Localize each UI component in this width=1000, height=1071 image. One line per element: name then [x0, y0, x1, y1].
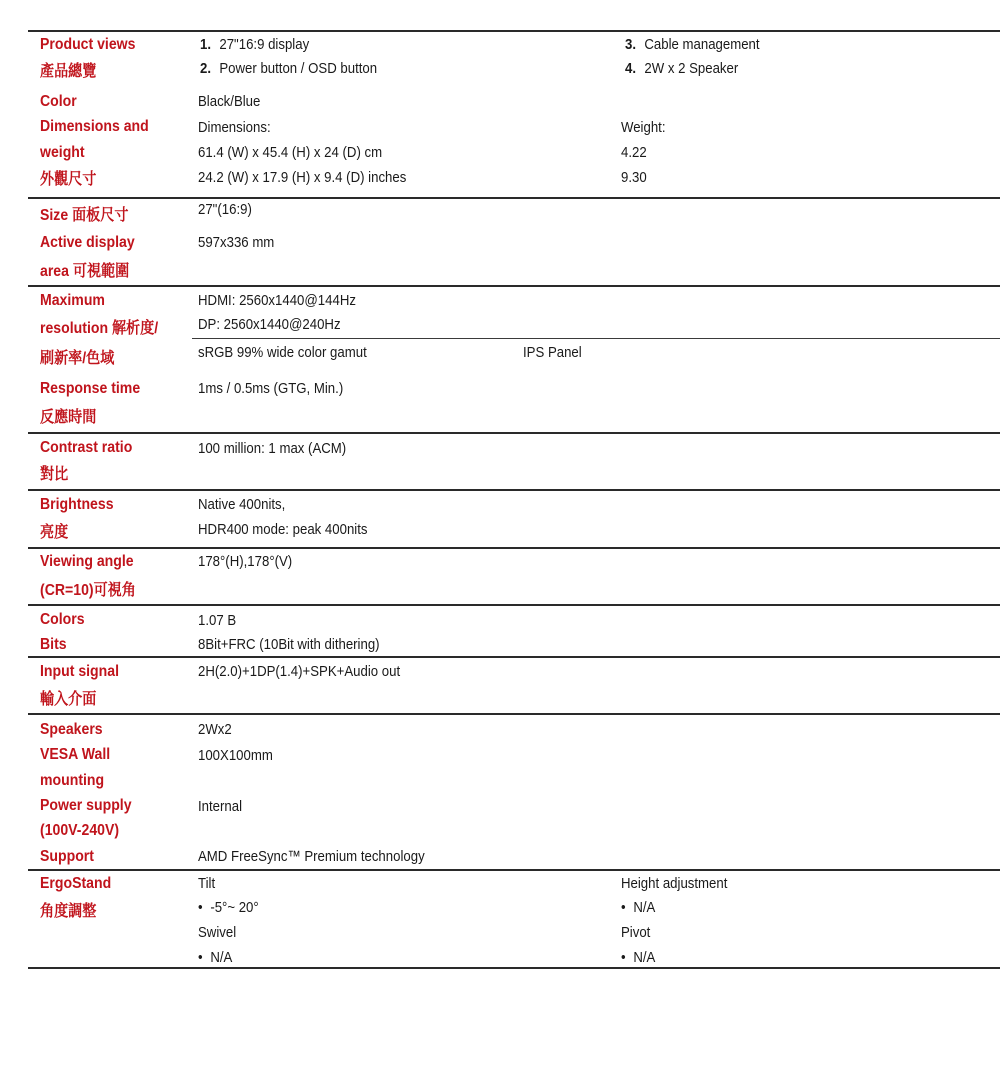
vesa-value: 100X100mm	[198, 747, 273, 764]
size-label: Size 面板尺寸	[40, 207, 129, 224]
product-view-item-1: 1. 27"16:9 display	[200, 36, 310, 53]
color-value: Black/Blue	[198, 93, 261, 110]
rule-after-viewing	[28, 604, 1000, 606]
dimensions-cm: 61.4 (W) x 45.4 (H) x 24 (D) cm	[198, 144, 383, 161]
active-display-label-1: Active display	[40, 234, 135, 251]
rule-bottom	[28, 967, 1000, 969]
ergostand-label: ErgoStand	[40, 875, 112, 892]
contrast-label-zh: 對比	[40, 466, 69, 483]
power-supply-label-2: (100V-240V)	[40, 822, 120, 839]
power-supply-label-1: Power supply	[40, 797, 132, 814]
rule-after-support	[28, 869, 1000, 871]
power-supply-value: Internal	[198, 798, 243, 815]
resolution-label-2: resolution 解析度/	[40, 320, 159, 337]
active-display-value: 597x336 mm	[198, 234, 275, 251]
support-label: Support	[40, 848, 94, 865]
swivel-label: Swivel	[198, 924, 237, 941]
pivot-label: Pivot	[621, 924, 651, 941]
speakers-value: 2Wx2	[198, 721, 232, 738]
speakers-label: Speakers	[40, 721, 103, 738]
product-view-item-4: 4. 2W x 2 Speaker	[625, 60, 739, 77]
color-gamut: sRGB 99% wide color gamut	[198, 344, 367, 361]
weight-lb: 9.30	[621, 169, 647, 186]
input-signal-label-zh: 輸入介面	[40, 691, 97, 708]
dimensions-inches: 24.2 (W) x 17.9 (H) x 9.4 (D) inches	[198, 169, 407, 186]
contrast-label: Contrast ratio	[40, 439, 133, 456]
contrast-value: 100 million: 1 max (ACM)	[198, 440, 347, 457]
brightness-hdr: HDR400 mode: peak 400nits	[198, 521, 368, 538]
product-views-label: Product views	[40, 36, 136, 53]
brightness-label: Brightness	[40, 496, 114, 513]
panel-type: IPS Panel	[523, 344, 582, 361]
swivel-value: • N/A	[198, 948, 232, 968]
height-adjustment-label: Height adjustment	[621, 875, 728, 892]
dimensions-header: Dimensions:	[198, 119, 271, 136]
bits-label: Bits	[40, 636, 67, 653]
rule-after-input	[28, 713, 1000, 715]
weight-header: Weight:	[621, 119, 666, 136]
rule-after-response	[28, 432, 1000, 434]
weight-kg: 4.22	[621, 144, 647, 161]
resolution-label-1: Maximum	[40, 292, 105, 309]
viewing-angle-label: Viewing angle	[40, 553, 134, 570]
rule-after-active-area	[28, 285, 1000, 287]
resolution-hdmi: HDMI: 2560x1440@144Hz	[198, 292, 356, 309]
product-view-item-2: 2. Power button / OSD button	[200, 60, 378, 77]
input-signal-label: Input signal	[40, 663, 120, 680]
vesa-label-2: mounting	[40, 772, 105, 789]
rule-after-brightness	[28, 547, 1000, 549]
rule-after-dimensions	[28, 197, 1000, 199]
size-value: 27"(16:9)	[198, 201, 252, 218]
input-signal-value: 2H(2.0)+1DP(1.4)+SPK+Audio out	[198, 663, 401, 680]
bits-value: 8Bit+FRC (10Bit with dithering)	[198, 636, 380, 653]
dimensions-label-1: Dimensions and	[40, 118, 149, 135]
dimensions-label-zh: 外觀尺寸	[40, 171, 97, 188]
brightness-label-zh: 亮度	[40, 524, 69, 541]
resolution-label-3: 刷新率/色域	[40, 350, 115, 367]
tilt-value: • -5°~ 20°	[198, 898, 259, 918]
color-label: Color	[40, 93, 77, 110]
pivot-value: • N/A	[621, 948, 655, 968]
colors-label: Colors	[40, 611, 85, 628]
rule-resolution-split	[192, 338, 1000, 339]
rule-after-contrast	[28, 489, 1000, 491]
tilt-label: Tilt	[198, 875, 216, 892]
product-views-label-zh: 產品總覽	[40, 63, 97, 80]
brightness-native: Native 400nits,	[198, 496, 286, 513]
resolution-dp: DP: 2560x1440@240Hz	[198, 316, 341, 333]
rule-top	[28, 30, 1000, 32]
ergostand-label-zh: 角度調整	[40, 903, 97, 920]
support-value: AMD FreeSync™ Premium technology	[198, 848, 425, 865]
active-display-label-2: area 可視範圍	[40, 263, 130, 280]
viewing-angle-label-zh: (CR=10)可視角	[40, 582, 136, 599]
product-view-item-3: 3. Cable management	[625, 36, 760, 53]
response-time-label: Response time	[40, 380, 141, 397]
response-time-value: 1ms / 0.5ms (GTG, Min.)	[198, 380, 344, 397]
height-adjustment-value: • N/A	[621, 898, 655, 918]
rule-after-colors	[28, 656, 1000, 658]
viewing-angle-value: 178°(H),178°(V)	[198, 553, 293, 570]
colors-value: 1.07 B	[198, 612, 237, 629]
dimensions-label-2: weight	[40, 144, 85, 161]
response-time-label-zh: 反應時間	[40, 409, 97, 426]
vesa-label-1: VESA Wall	[40, 746, 111, 763]
